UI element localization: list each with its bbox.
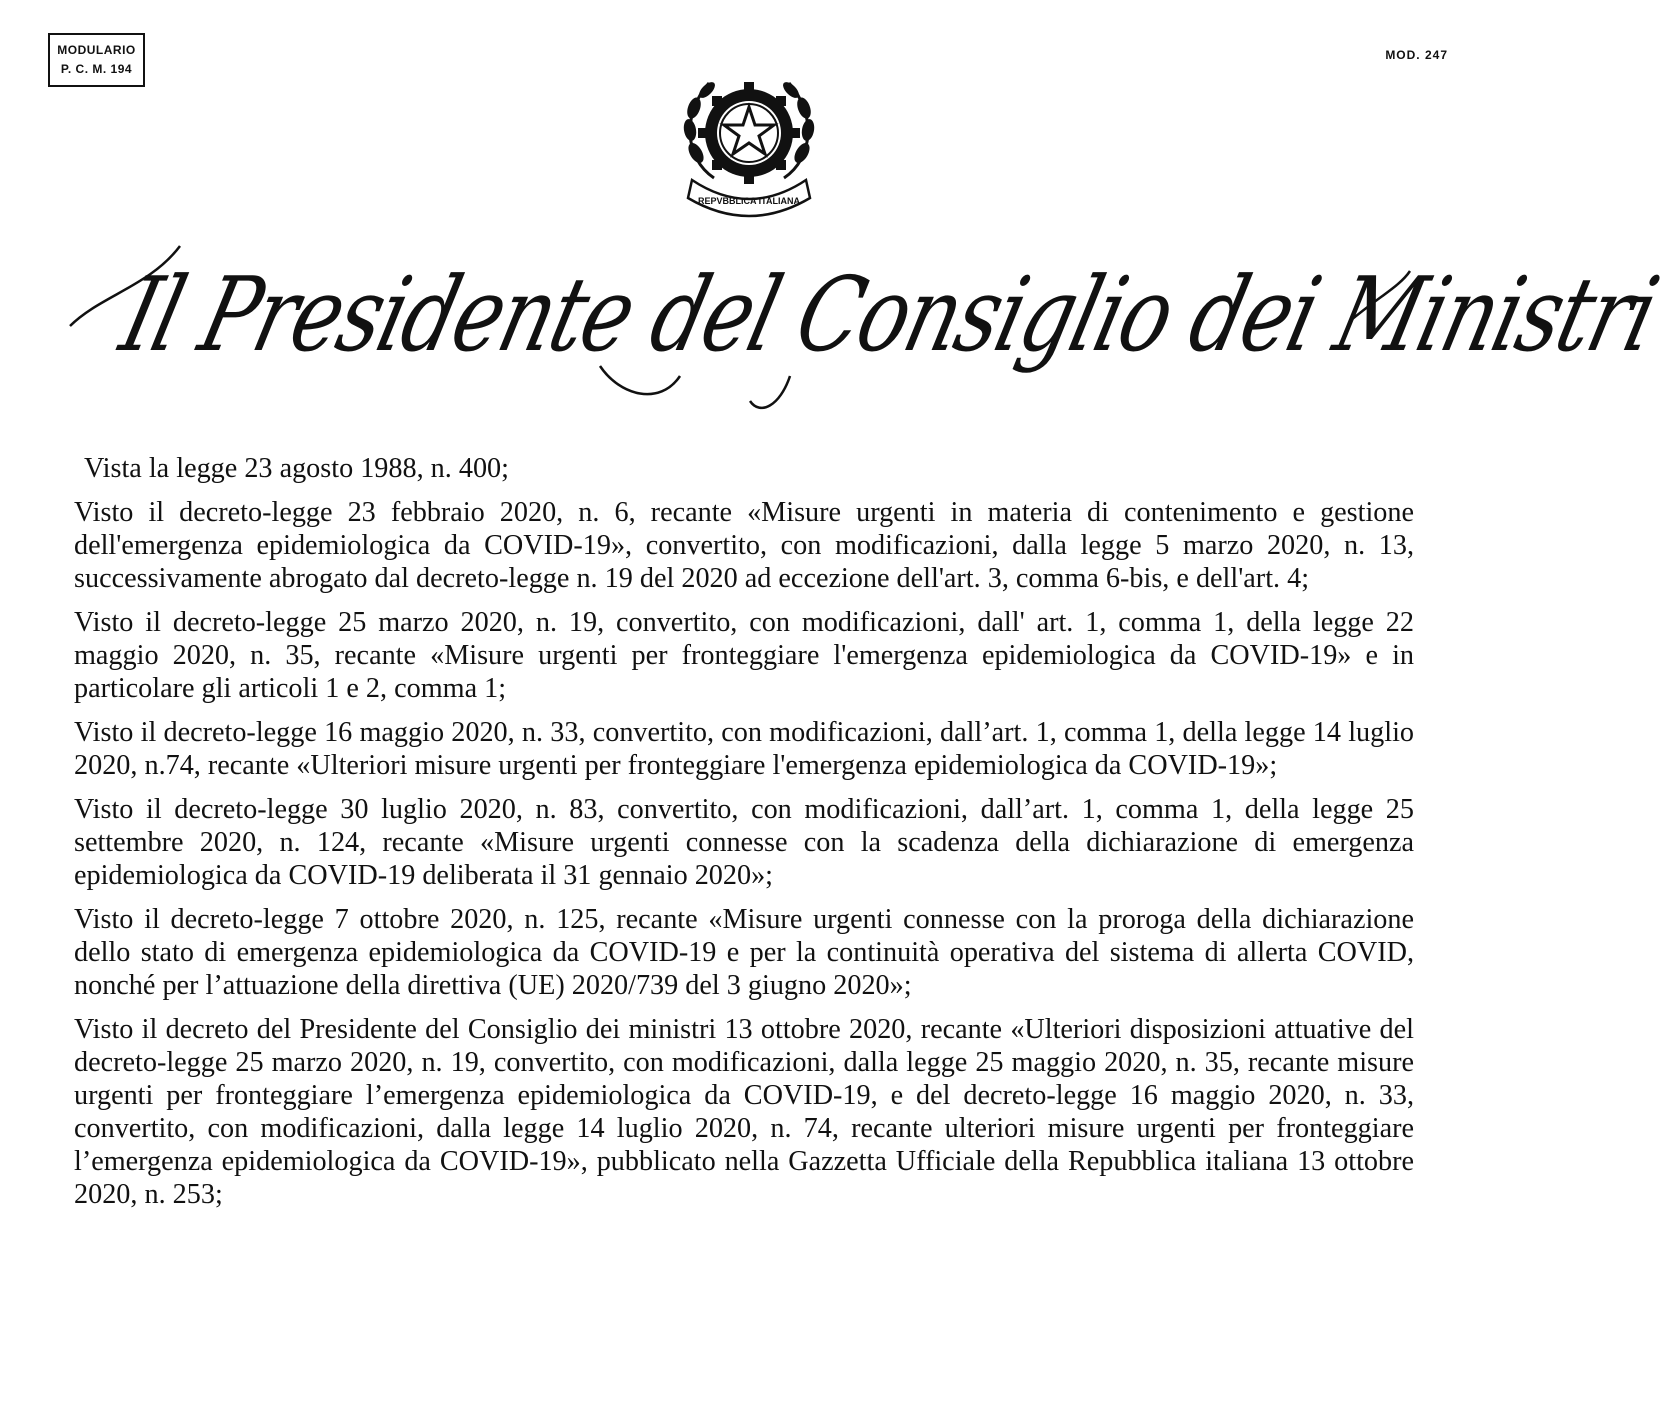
paragraph-6: Visto il decreto-legge 7 ottobre 2020, n. 125, recante «Misure urgenti connesse con la proroga della dichiarazione dello stato di emergenza epidemiologica da COVID-19 e per la continuità operativa del sistema di allerta COVID, nonché per l’attuazione della direttiva (UE) 2020/739 del 3 giugno 2020»; xyxy=(74,904,1414,1001)
republic-emblem-icon xyxy=(674,58,824,218)
paragraph-3: Visto il decreto-legge 25 marzo 2020, n. 19, convertito, con modificazioni, dall' art. 1, comma 1, della legge 22 maggio 2020, n. 35, recante «Misure urgenti per fronteggiare l'emergenza epidemiologica da COVID-19» e in particolare gli articoli 1 e 2, comma 1; xyxy=(74,607,1414,704)
document-body xyxy=(74,452,1414,1222)
document-title xyxy=(60,226,1667,406)
modulario-stamp xyxy=(48,33,145,87)
stamp-line-2: P. C. M. 194 xyxy=(60,62,133,76)
stamp-line-1: MODULARIO xyxy=(57,43,136,57)
paragraph-4: Visto il decreto-legge 16 maggio 2020, n. 33, convertito, con modificazioni, dall’art. 1, comma 1, della legge 14 luglio 2020, n.74, recante «Ulteriori misure urgenti per fronteggiare l'emergenza epidemiologica da COVID-19»; xyxy=(74,717,1414,781)
title-text: Il Presidente del Consiglio dei Ministri xyxy=(110,256,1667,375)
paragraph-2: Visto il decreto-legge 23 febbraio 2020, n. 6, recante «Misure urgenti in materia di contenimento e gestione dell'emergenza epidemiologica da COVID-19», convertito, con modificazioni, dalla legge 5 marzo 2020, n. 13, successivamente abrogato dal decreto-legge n. 19 del 2020 ad eccezione dell'art. 3, comma 6-bis, e dell'art. 4; xyxy=(74,497,1414,594)
svg-text:REPVBBLICA ITALIANA: REPVBBLICA ITALIANA xyxy=(698,196,800,206)
paragraph-1: Vista la legge 23 agosto 1988, n. 400; xyxy=(84,453,509,484)
paragraph-5: Visto il decreto-legge 30 luglio 2020, n. 83, convertito, con modificazioni, dall’art. 1, comma 1, della legge 25 settembre 2020, n. 124, recante «Misure urgenti connesse con la scadenza della dichiarazione di emergenza epidemiologica da COVID-19 deliberata il 31 gennaio 2020»; xyxy=(74,794,1414,891)
form-code: MOD. 247 xyxy=(1385,48,1448,62)
paragraph-7: Visto il decreto del Presidente del Consiglio dei ministri 13 ottobre 2020, recante «Ulteriori disposizioni attuative del decreto-legge 25 marzo 2020, n. 19, convertito, con modificazioni, dalla legge 25 maggio 2020, n. 35, recante misure urgenti per fronteggiare l’emergenza epidemiologica da COVID-19, e del decreto-legge 16 maggio 2020, n. 33, convertito, con modificazioni, dalla legge 14 luglio 2020, n. 74, recante ulteriori misure urgenti per fronteggiare l’emergenza epidemiologica da COVID-19», pubblicato nella Gazzetta Ufficiale della Repubblica italiana 13 ottobre 2020, n. 253; xyxy=(74,1014,1414,1210)
